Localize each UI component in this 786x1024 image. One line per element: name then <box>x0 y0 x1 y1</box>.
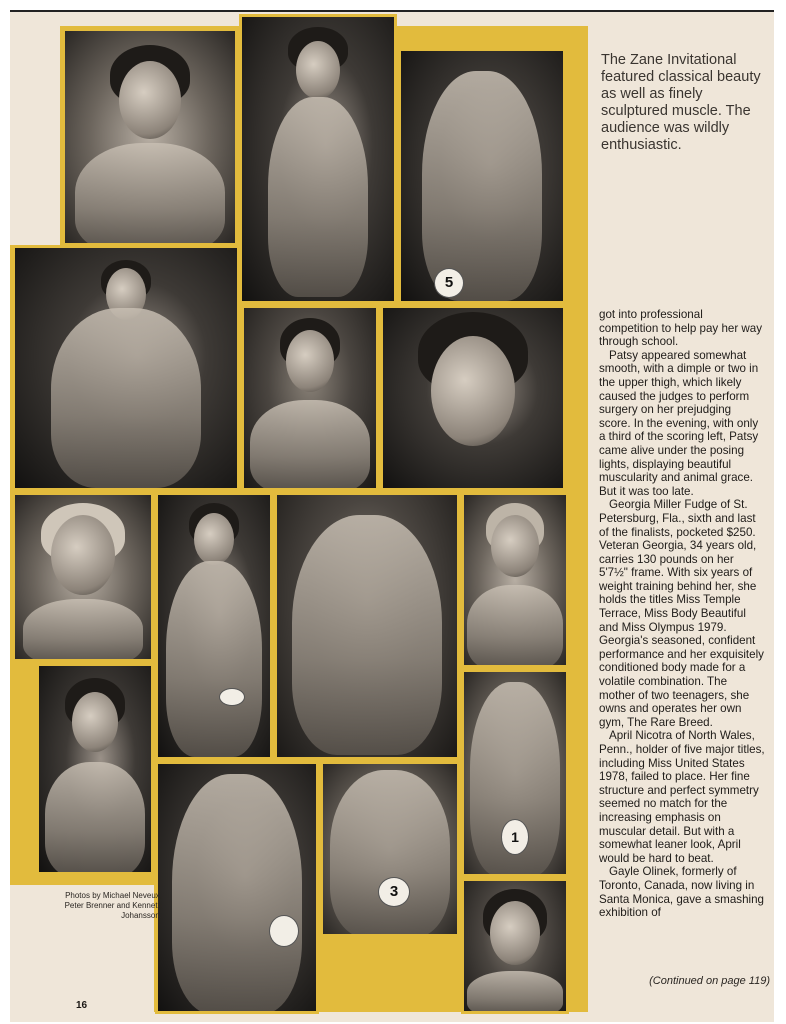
photo-smiling-woman-top-left <box>62 28 238 246</box>
article-paragraph: April Nicotra of North Wales, Penn., holder of five major titles, including Miss United States 1978, failed to place. Her fine structure and perfect symmetry seemed no match for the increasing emphasis on muscular detail. But with a somewhat leaner look, April would be hard to beat. <box>599 729 765 865</box>
contestant-number-badge <box>270 916 298 946</box>
article-paragraph: Patsy appeared somewhat smooth, with a dimple or two in the upper thigh, which likely caused the judges to perform surgery on her prejudging score. In the evening, with only a third of the scoring left, Patsy came alive under the posing lights, displaying beautiful muscularity and animal grace. But it was too late. <box>599 348 759 498</box>
contestant-number-badge: 1 <box>502 820 528 854</box>
contestant-number-badge: 5 <box>435 269 463 297</box>
photo-smiling-woman-bikini <box>241 305 379 491</box>
photo-double-biceps-pose <box>12 245 240 491</box>
article-body <box>599 308 765 920</box>
photo-profile-portrait <box>380 305 566 491</box>
photo-abs-number-1 <box>461 669 569 877</box>
photo-caption: The Zane Invitational featured classical beauty as well as finely sculptured muscle. The audience was wildly enthusiastic. <box>601 52 761 153</box>
photo-posing-woman-top-center <box>239 14 397 304</box>
continued-note: (Continued on page 119) <box>649 975 770 987</box>
article-paragraph: Georgia Miller Fudge of St. Petersburg, Fla., sixth and last of the finalists, pocketed $250. Veteran Georgia, 34 years old, carries 130 pounds on her 5'7½" frame. With six years of weight training behind her, she holds the titles Miss Temple Terrace, Miss Body Beautiful and Miss Olympus 1979. Georgia's seasoned, confident performance and her exquisitely conditioned body made for a volatile combination. The mother of two teenagers, she owns and operates her own gym, The Rare Breed. <box>599 498 764 729</box>
photo-smiling-woman-right <box>461 492 569 668</box>
article-paragraph: Gayle Olinek, formerly of Toronto, Canada, now living in Santa Monica, gave a smashing exhibition of <box>599 865 764 920</box>
photo-abs-number-3 <box>320 761 460 937</box>
blank-area <box>10 12 60 245</box>
photo-blonde-smiling-woman <box>12 492 154 662</box>
article-paragraph: got into professional competition to help pay her way through school. <box>599 308 763 349</box>
contestant-number-badge <box>220 689 244 705</box>
contestant-number-badge: 3 <box>379 878 409 906</box>
photo-dark-hair-bikini <box>36 663 154 875</box>
photo-torso-bottom-left <box>155 761 319 1014</box>
photo-back-arch-pose <box>274 492 460 760</box>
page-number: 16 <box>76 1000 88 1011</box>
magazine-page <box>10 10 774 1022</box>
photo-torso-number-5 <box>398 48 566 304</box>
photo-smiling-woman-bottom-right <box>461 878 569 1014</box>
photo-credit: Photos by Michael Neveux, Peter Brenner and Kenneth Johansson. <box>64 891 162 920</box>
photo-curly-hair-abs-pose <box>155 492 273 760</box>
